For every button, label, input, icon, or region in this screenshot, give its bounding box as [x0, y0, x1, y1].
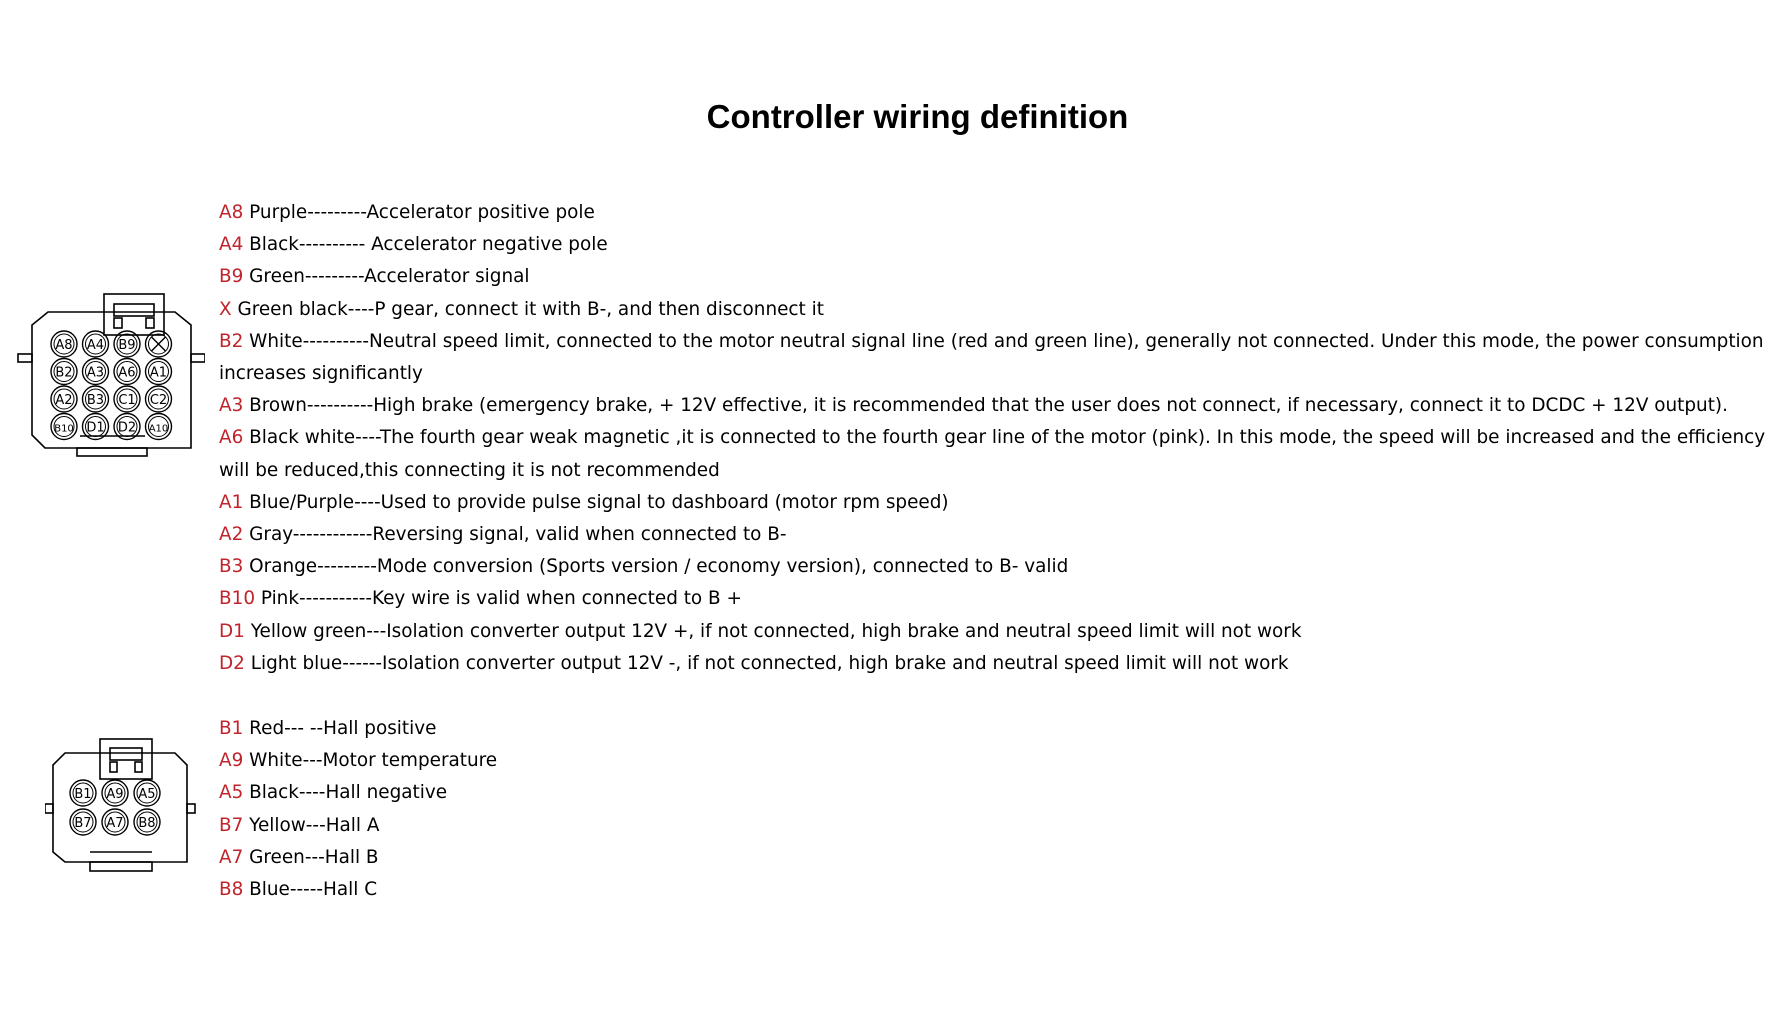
pin-code: B3 — [219, 556, 244, 578]
pin-code: B1 — [219, 718, 244, 739]
wiring-item — [219, 261, 1779, 293]
pin-label: D1 — [86, 420, 105, 436]
pin-label: B8 — [138, 816, 156, 831]
pin-b8 — [134, 809, 160, 835]
pin-b7 — [70, 809, 96, 835]
pin-a8 — [51, 331, 77, 357]
pin-code: A1 — [219, 491, 244, 513]
main-connector-pins — [51, 331, 172, 440]
wire-description: Yellow---Hall A — [243, 814, 380, 836]
wire-description: Red--- --Hall positive — [243, 718, 437, 739]
pin-a3 — [83, 359, 109, 385]
wiring-item — [219, 551, 1779, 583]
pin-label: C1 — [118, 393, 136, 408]
pin-label: A3 — [86, 365, 105, 381]
pin-code: A7 — [219, 846, 244, 868]
hall-connector-diagram — [45, 735, 205, 880]
pin-code: B2 — [219, 330, 244, 352]
pin-a4 — [83, 331, 109, 357]
pin-label: B1 — [74, 787, 92, 802]
pin-label: D2 — [117, 420, 137, 436]
pin-label: B3 — [86, 393, 105, 408]
wiring-item — [219, 874, 1779, 906]
pin-label: B9 — [118, 338, 136, 353]
wiring-item — [219, 777, 1779, 809]
wiring-item — [219, 422, 1779, 486]
pin-a7 — [102, 809, 128, 835]
pin-label: A6 — [118, 365, 136, 381]
wire-description: Blue/Purple----Used to provide pulse signal to dashboard (motor rpm speed) — [243, 491, 949, 513]
pin-a2 — [51, 386, 77, 412]
wiring-item — [219, 616, 1779, 648]
wire-description: Purple---------Accelerator positive pole — [243, 202, 595, 223]
pin-a1 — [146, 359, 172, 385]
hall-connector-pins — [70, 780, 160, 835]
wiring-item — [219, 713, 1779, 745]
wiring-item — [219, 294, 1779, 326]
pin-label: A5 — [138, 787, 156, 802]
main-connector-diagram — [15, 290, 205, 470]
pin-a6 — [114, 359, 140, 385]
pin-label: C2 — [149, 393, 168, 408]
pin-code: A6 — [219, 427, 244, 449]
pin-b2 — [51, 359, 77, 385]
wiring-item — [219, 326, 1779, 390]
pin-a9 — [102, 780, 128, 806]
pin-label: A2 — [55, 393, 73, 408]
pin-c2 — [146, 386, 172, 412]
hall-wiring-list — [219, 713, 1779, 906]
pin-b1 — [70, 780, 96, 806]
wiring-item — [219, 487, 1779, 519]
pin-b3 — [83, 386, 109, 412]
wiring-item — [219, 197, 1779, 229]
wire-description: Yellow green---Isolation converter output 12V +, if not connected, high brake and neutral speed limit will not work — [244, 620, 1302, 642]
pin-label: B7 — [74, 816, 92, 831]
wiring-item — [219, 390, 1779, 422]
wire-description: Orange---------Mode conversion (Sports version / economy version), connected to B- valid — [243, 556, 1069, 578]
wiring-item — [219, 648, 1779, 680]
pin-a10 — [146, 414, 172, 440]
pin-code: A8 — [219, 202, 244, 223]
pin-label: B2 — [55, 365, 73, 381]
wiring-item — [219, 745, 1779, 777]
wiring-item — [219, 842, 1779, 874]
wire-description: Gray------------Reversing signal, valid when connected to B- — [243, 524, 787, 546]
pin-label: A8 — [55, 338, 73, 353]
pin-code: A5 — [219, 782, 244, 804]
pin-label: A10 — [148, 423, 169, 435]
pin-label: B10 — [54, 423, 74, 435]
pin-code: X — [219, 298, 232, 320]
wire-description: Black white----The fourth gear weak magnetic ,it is connected to the fourth gear line of the motor (pink). In this mode, the speed will be increased and the efficiency will be reduced,this connecting it is not recommended — [219, 427, 1766, 481]
wiring-item — [219, 229, 1779, 261]
wiring-item — [219, 810, 1779, 842]
wire-description: Blue-----Hall C — [243, 879, 378, 901]
pin-c1 — [114, 386, 140, 412]
wire-description: Light blue------Isolation converter output 12V -, if not connected, high brake and neutral speed limit will not work — [244, 652, 1289, 674]
pin-label: A1 — [149, 365, 168, 381]
wiring-item — [219, 583, 1779, 615]
pin-code: B9 — [219, 266, 244, 288]
wire-description: Pink-----------Key wire is valid when connected to B + — [255, 588, 742, 610]
pin-code: A2 — [219, 524, 244, 546]
pin-a5 — [134, 780, 160, 806]
wire-description: Green---------Accelerator signal — [243, 266, 530, 288]
main-wiring-list — [219, 197, 1779, 680]
pin-code: A4 — [219, 234, 244, 256]
wire-description: Green black----P gear, connect it with B-, and then disconnect it — [231, 298, 824, 320]
pin-label: A7 — [106, 816, 124, 831]
pin-code: D1 — [219, 620, 245, 642]
pin-code: A9 — [219, 750, 244, 772]
pin-code: B7 — [219, 814, 244, 836]
pin-code: B8 — [219, 879, 244, 901]
wire-description: Brown----------High brake (emergency brake, + 12V effective, it is recommended that the user does not connect, if necessary, connect it to DCDC + 12V output). — [243, 395, 1728, 417]
pin-code: B10 — [219, 588, 256, 610]
pin-code: D2 — [219, 652, 245, 674]
pin-label: A4 — [86, 338, 105, 353]
wire-description: White----------Neutral speed limit, connected to the motor neutral signal line (red and green line), generally not connected. Under this mode, the power consumption increases significantly — [219, 330, 1764, 385]
wiring-item — [219, 519, 1779, 551]
pin-b10 — [51, 414, 77, 440]
wire-description: White---Motor temperature — [243, 750, 498, 772]
pin-label: A9 — [106, 787, 124, 802]
page-title: Controller wiring definition — [706, 98, 1129, 136]
pin-code: A3 — [219, 395, 244, 417]
wire-description: Green---Hall B — [243, 846, 379, 868]
wire-description: Black----Hall negative — [243, 782, 448, 804]
wire-description: Black---------- Accelerator negative pole — [243, 234, 608, 256]
